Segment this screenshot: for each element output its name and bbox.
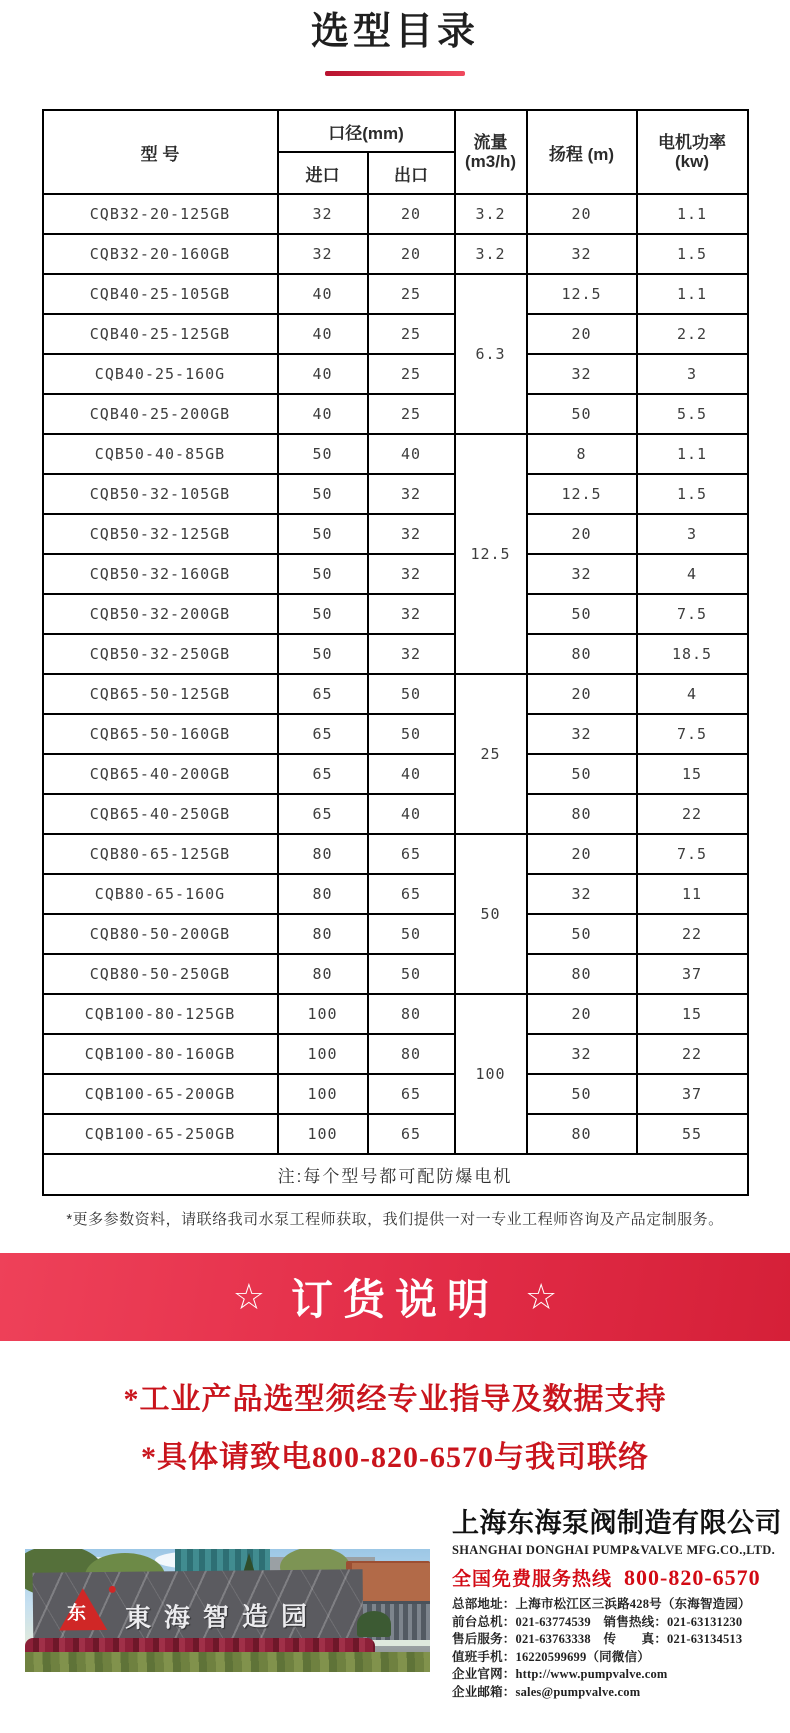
star-icon: ☆ [525,1276,558,1317]
inlet-cell: 40 [278,274,368,314]
table-row [43,1114,748,1154]
power-cell: 4 [637,554,748,594]
power-cell: 7.5 [637,594,748,634]
flow-cell: 100 [455,994,527,1154]
table-row [43,1074,748,1114]
col-header-flow: 流量 (m3/h) [455,110,527,194]
selection-table [42,109,749,1196]
model-cell: CQB50-32-160GB [43,554,278,594]
head-cell: 32 [527,1034,637,1074]
star-icon: ☆ [232,1276,265,1317]
head-cell: 12.5 [527,274,637,314]
outlet-cell: 80 [368,994,455,1034]
outlet-cell: 40 [368,794,455,834]
title-underline [325,71,465,76]
power-cell: 18.5 [637,634,748,674]
factory-entrance-photo [25,1549,430,1672]
power-cell: 11 [637,874,748,914]
inlet-cell: 40 [278,314,368,354]
model-cell: CQB40-25-105GB [43,274,278,314]
inlet-cell: 100 [278,994,368,1034]
power-cell: 7.5 [637,834,748,874]
head-cell: 20 [527,314,637,354]
head-cell: 50 [527,1074,637,1114]
inlet-cell: 50 [278,514,368,554]
head-cell: 20 [527,194,637,234]
head-cell: 8 [527,434,637,474]
power-cell: 3 [637,354,748,394]
head-cell: 50 [527,914,637,954]
model-cell: CQB65-50-160GB [43,714,278,754]
table-row [43,714,748,754]
footnote: *更多参数资料，请联络我司水泵工程师获取，我们提供一对一专业工程师咨询及产品定制服务。 [66,1211,724,1228]
outlet-cell: 50 [368,954,455,994]
col-header-outlet: 出口 [368,152,455,194]
photo-grass [25,1652,430,1672]
title-section [0,0,790,76]
model-cell: CQB40-25-125GB [43,314,278,354]
inlet-cell: 32 [278,234,368,274]
head-cell: 32 [527,354,637,394]
table-row [43,314,748,354]
power-cell: 15 [637,994,748,1034]
power-cell: 22 [637,794,748,834]
inlet-cell: 80 [278,914,368,954]
table-row [43,754,748,794]
inlet-cell: 50 [278,474,368,514]
table-row [43,234,748,274]
head-cell: 80 [527,954,637,994]
power-cell: 1.1 [637,274,748,314]
contact-list [452,1596,790,1701]
head-cell: 20 [527,674,637,714]
outlet-cell: 65 [368,874,455,914]
contact-phones-1: 前台总机：021-63774539 销售热线：021-63131230 [452,1614,743,1629]
inlet-cell: 65 [278,794,368,834]
inlet-cell: 80 [278,834,368,874]
service-hotline [452,1564,790,1591]
outlet-cell: 32 [368,514,455,554]
outlet-cell: 25 [368,314,455,354]
outlet-cell: 65 [368,834,455,874]
hotline-number: 800-820-6570 [624,1565,761,1590]
outlet-cell: 25 [368,274,455,314]
table-note: 注:每个型号都可配防爆电机 [43,1154,748,1195]
table-row [43,514,748,554]
table-row [43,794,748,834]
table-row [43,274,748,314]
power-cell: 3 [637,514,748,554]
table-header [43,110,748,194]
model-cell: CQB32-20-125GB [43,194,278,234]
power-cell: 15 [637,754,748,794]
inlet-cell: 50 [278,434,368,474]
outlet-cell: 40 [368,754,455,794]
outlet-cell: 20 [368,194,455,234]
table-row [43,634,748,674]
head-cell: 80 [527,634,637,674]
contact-email: 企业邮箱：sales@pumpvalve.com [452,1684,641,1699]
table-row [43,874,748,914]
model-cell: CQB80-65-125GB [43,834,278,874]
table-row [43,434,748,474]
company-logo-dot [109,1586,116,1593]
model-cell: CQB65-50-125GB [43,674,278,714]
head-cell: 50 [527,394,637,434]
inlet-cell: 100 [278,1074,368,1114]
company-name-cn: 上海东海泵阀制造有限公司 [452,1508,782,1538]
model-cell: CQB50-32-105GB [43,474,278,514]
table-body [43,194,748,1154]
outlet-cell: 50 [368,674,455,714]
inlet-cell: 100 [278,1114,368,1154]
col-header-power: 电机功率 (kw) [637,110,748,194]
inlet-cell: 40 [278,354,368,394]
model-cell: CQB100-80-160GB [43,1034,278,1074]
outlet-cell: 25 [368,354,455,394]
power-cell: 7.5 [637,714,748,754]
head-cell: 50 [527,594,637,634]
flow-cell: 6.3 [455,274,527,434]
wall-sign-text: 東海智造园 [124,1600,321,1633]
inlet-cell: 65 [278,714,368,754]
model-cell: CQB100-65-200GB [43,1074,278,1114]
model-cell: CQB50-40-85GB [43,434,278,474]
inlet-cell: 40 [278,394,368,434]
head-cell: 80 [527,794,637,834]
head-cell: 50 [527,754,637,794]
head-cell: 32 [527,874,637,914]
table-row [43,394,748,434]
inlet-cell: 80 [278,954,368,994]
model-cell: CQB40-25-160G [43,354,278,394]
model-cell: CQB32-20-160GB [43,234,278,274]
ordering-banner [0,1253,790,1341]
power-cell: 2.2 [637,314,748,354]
head-cell: 32 [527,714,637,754]
table-row [43,914,748,954]
outlet-cell: 80 [368,1034,455,1074]
company-info [452,1501,790,1701]
power-cell: 5.5 [637,394,748,434]
table-row [43,834,748,874]
table-note-row [43,1154,748,1195]
power-cell: 4 [637,674,748,714]
page-title: 选型目录 [310,11,479,53]
power-cell: 55 [637,1114,748,1154]
power-cell: 22 [637,914,748,954]
model-cell: CQB100-65-250GB [43,1114,278,1154]
model-cell: CQB80-50-200GB [43,914,278,954]
contact-website: 企业官网：http://www.pumpvalve.com [452,1667,668,1681]
inlet-cell: 65 [278,754,368,794]
flow-cell: 50 [455,834,527,994]
head-cell: 32 [527,554,637,594]
contact-phones-2: 售后服务：021-63763338 传 真：021-63134513 [452,1632,743,1646]
flow-cell: 3.2 [455,194,527,234]
table-row [43,354,748,394]
head-cell: 80 [527,1114,637,1154]
inlet-cell: 32 [278,194,368,234]
table-row [43,194,748,234]
power-cell: 1.1 [637,194,748,234]
contact-address: 总部地址：上海市松江区三浜路428号（东海智造园） [452,1597,751,1611]
model-cell: CQB50-32-250GB [43,634,278,674]
power-cell: 1.5 [637,234,748,274]
notice-section [0,1371,790,1487]
hotline-label: 全国免费服务热线 [452,1569,613,1590]
power-cell: 1.1 [637,434,748,474]
head-cell: 20 [527,514,637,554]
table-row [43,954,748,994]
head-cell: 20 [527,834,637,874]
flow-cell: 25 [455,674,527,834]
table-row [43,1034,748,1074]
model-cell: CQB50-32-125GB [43,514,278,554]
col-header-model: 型 号 [43,110,278,194]
head-cell: 32 [527,234,637,274]
power-cell: 37 [637,954,748,994]
outlet-cell: 32 [368,594,455,634]
table-row [43,994,748,1034]
power-cell: 37 [637,1074,748,1114]
company-logo-character: 东 [66,1603,87,1625]
power-cell: 1.5 [637,474,748,514]
outlet-cell: 25 [368,394,455,434]
outlet-cell: 32 [368,634,455,674]
model-cell: CQB80-50-250GB [43,954,278,994]
model-cell: CQB65-40-200GB [43,754,278,794]
head-cell: 12.5 [527,474,637,514]
outlet-cell: 20 [368,234,455,274]
outlet-cell: 50 [368,714,455,754]
notice-line-1: *工业产品选型须经专业指导及数据支持 [123,1383,667,1416]
table-row [43,474,748,514]
inlet-cell: 100 [278,1034,368,1074]
outlet-cell: 50 [368,914,455,954]
model-cell: CQB50-32-200GB [43,594,278,634]
banner-title: 订货说明 [290,1276,499,1323]
model-cell: CQB100-80-125GB [43,994,278,1034]
notice-line-2: *具体请致电800-820-6570与我司联络 [141,1441,649,1474]
inlet-cell: 80 [278,874,368,914]
inlet-cell: 65 [278,674,368,714]
model-cell: CQB40-25-200GB [43,394,278,434]
outlet-cell: 65 [368,1114,455,1154]
photo-palm-plant [357,1611,391,1637]
flow-cell: 12.5 [455,434,527,674]
inlet-cell: 50 [278,634,368,674]
col-header-inlet: 进口 [278,152,368,194]
table-row [43,594,748,634]
flow-cell: 3.2 [455,234,527,274]
head-cell: 20 [527,994,637,1034]
company-name-en: SHANGHAI DONGHAI PUMP&VALVE MFG.CO.,LTD. [452,1543,776,1557]
contact-mobile: 值班手机：16220599699（同微信） [452,1649,650,1664]
col-header-diameter: 口径(mm) [278,110,455,152]
table-row [43,674,748,714]
outlet-cell: 32 [368,474,455,514]
company-section [0,1501,790,1701]
model-cell: CQB65-40-250GB [43,794,278,834]
power-cell: 22 [637,1034,748,1074]
inlet-cell: 50 [278,554,368,594]
col-header-head: 扬程 (m) [527,110,637,194]
table-row [43,554,748,594]
model-cell: CQB80-65-160G [43,874,278,914]
inlet-cell: 50 [278,594,368,634]
outlet-cell: 40 [368,434,455,474]
outlet-cell: 65 [368,1074,455,1114]
outlet-cell: 32 [368,554,455,594]
